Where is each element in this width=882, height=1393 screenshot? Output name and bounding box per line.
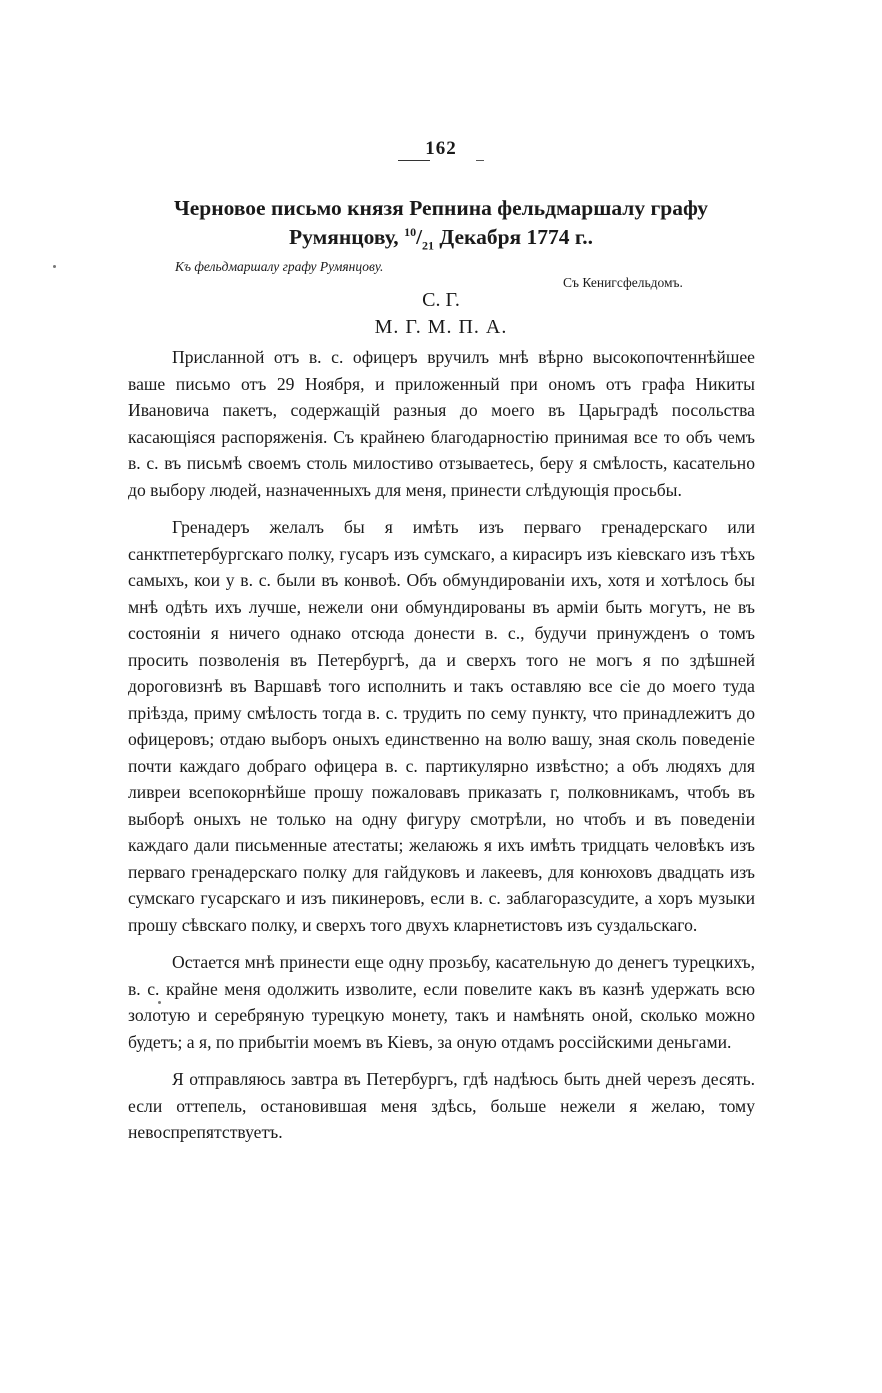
sender-note: Съ Кенигсфельдомъ. <box>563 275 683 290</box>
page-number-rule-left <box>398 160 430 161</box>
page-number-rule-right <box>476 160 484 161</box>
title-main: Черновое письмо князя Репнина фельдмаршалу графу Румянцову, <box>173 196 709 249</box>
paragraph: Остается мнѣ принести еще одну прозьбу, касательную до денегъ турецкихъ, в. с. крайне меня одолжить изволите, если повелите какъ въ казнѣ удержать всю золотую и серебряную турецкую монету, такъ и намѣнять оной, сколько можно будетъ; а я, по прибытіи моемъ въ Кіевъ, за оную отдамъ россійскими деньгами. <box>128 952 755 1052</box>
title-date-fraction: $^{10}/_{21}$ <box>404 224 435 253</box>
scan-speck <box>158 1001 161 1004</box>
scan-speck <box>53 265 56 268</box>
salutation-line-2: М. Г. М. П. А. <box>374 316 508 338</box>
date-numerator: 10 <box>404 224 417 239</box>
salutation-line-1: С. Г. <box>422 289 460 311</box>
letter-body <box>128 344 755 1146</box>
paragraph: Я отправляюсь завтра въ Петербургъ, гдѣ надѣюсь быть дней черезъ десять. если оттепель, остановившая меня здѣсь, больше нежели я желаю, тому невоспрепятствуетъ. <box>128 1069 755 1142</box>
paragraph: Присланной отъ в. с. офицеръ вручилъ мнѣ вѣрно высокопочтеннѣйшее ваше письмо отъ 29 Ноября, и приложенный при ономъ отъ графа Никиты Ивановича пакетъ, содержащій разныя до моего въ Царьградѣ посольства касающіяся распоряженія. Съ крайнею благодарностію принимая все то объ чемъ в. с. въ письмѣ своемъ столь милостиво отзываетесь, беру я смѣлость, касательно до выбору людей, назначенныхъ для меня, принести слѣдующія просьбы. <box>128 347 755 500</box>
date-denominator: 21 <box>422 238 435 253</box>
addressee-note: Къ фельдмаршалу графу Румянцову. <box>175 259 384 274</box>
paragraph: Гренадеръ желалъ бы я имѣть изъ перваго гренадерскаго или санктпетербургскаго полку, гусаръ изъ сумскаго, а кирасиръ изъ кіевскаго изъ тѣхъ самыхъ, кои у в. с. были въ конвоѣ. Объ обмундированіи ихъ, хотя и хотѣлось бы мнѣ одѣть ихъ лучше, нежели они обмундированы въ арміи быть могутъ, не въ состояніи я ничего однако отсюда донести в. с., будучи принужденъ о томъ просить позволенія въ Петербургѣ, да и сверхъ того не могъ я по здѣшней дороговизнѣ въ Варшавѣ того исполнить и такъ оставляю все сіе до моего туда пріѣзда, приму смѣлость тогда в. с. трудить по сему пункту, что принадлежитъ до офицеровъ; отдаю выборъ оныхъ единственно на волю вашу, зная сколь поведеніе почти каждаго добраго офицера в. с. партикулярно извѣстно; а объ людяхъ для ливреи всепокорнѣйше прошу пожаловавъ приказать г, полковникамъ, чтобъ въ выборѣ оныхъ не только на одну фигуру смотрѣли, но чтобъ и въ поведеніи каждаго дали письменные атестаты; желаюжь я ихъ имѣть тридцать человѣкъ изъ перваго гренадерскаго полку для гайдуковъ и лакеевъ, для конюховъ двадцать изъ сумскаго гусарскаго и изъ пикинеровъ, если в. с. заблагоразсудите, а хоръ музыки прошу сѣвскаго полку, и сверхъ того двухъ кларнетистовъ изъ суздальскаго. <box>128 517 755 935</box>
title-date-rest: Декабря 1774 г.. <box>439 225 594 249</box>
letter-title <box>120 194 762 252</box>
page-number: 162 <box>425 138 457 159</box>
